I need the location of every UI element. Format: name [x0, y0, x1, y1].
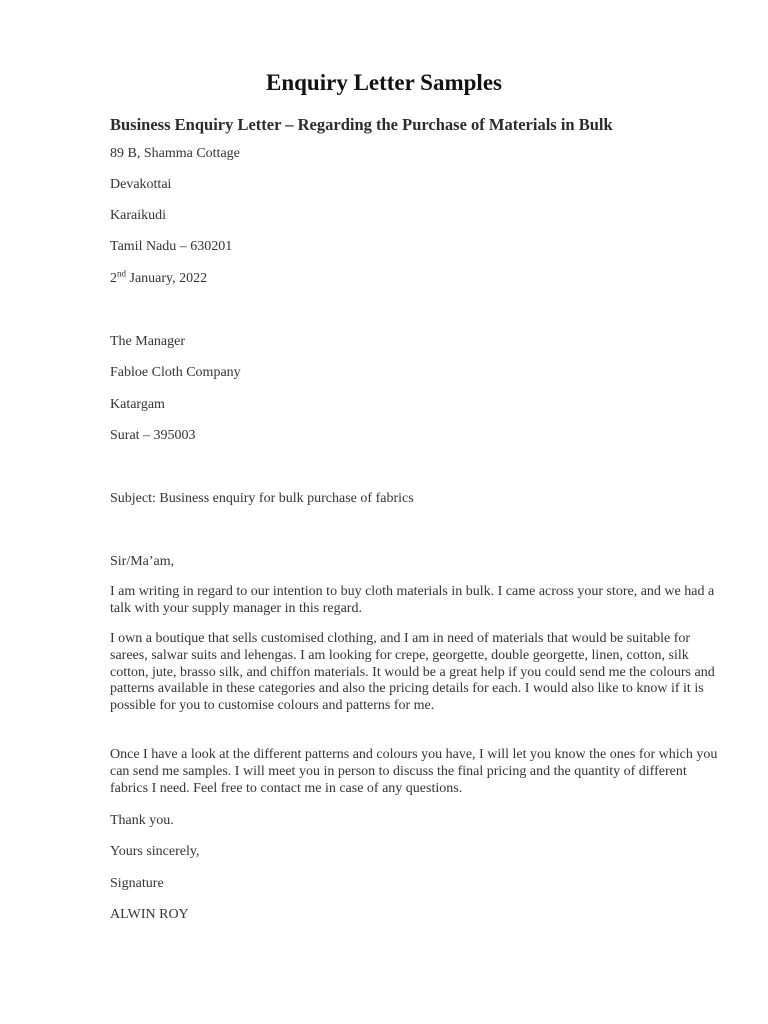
letter-subject: Subject: Business enquiry for bulk purchase of fabrics — [110, 491, 414, 506]
letter-signature: Signature — [110, 876, 164, 891]
body-paragraph-1: I am writing in regard to our intention to buy cloth materials in bulk. I came across your store, and we had a talk with your supply manager in this regard. — [110, 584, 715, 616]
sender-address-line2: Devakottai — [110, 177, 172, 192]
sender-name: ALWIN ROY — [110, 907, 189, 922]
recipient-line1: The Manager — [110, 334, 186, 349]
body-paragraph-2: I own a boutique that sells customised clothing, and I am in need of materials that would be suitable for sarees, salwar suits and lehengas. I am looking for crepe, georgette, double georgette, linen, cotton, silk cotton, jute, brasso silk, and chiffon materials. It would be a great help if you could send me the colours and patterns available in these categories and also the pricing details for each. I would also like to know if it is possible for you to customise colours and patterns for me. — [110, 631, 715, 714]
letter-date — [110, 270, 207, 287]
sender-address-line4: Tamil Nadu – 630201 — [110, 239, 233, 254]
date-day: 2 — [110, 271, 117, 286]
letter-salutation: Sir/Ma’am, — [110, 554, 175, 569]
date-suffix: nd — [117, 268, 126, 279]
document-title: Enquiry Letter Samples — [266, 70, 502, 95]
body-paragraph-3: Once I have a look at the different patterns and colours you have, I will let you know the ones for which you can send me samples. I will meet you in person to discuss the final pricing and the quantity of different fabrics I need. Feel free to contact me in case of any questions. — [110, 747, 718, 796]
letter-thanks: Thank you. — [110, 813, 174, 828]
letter-closing: Yours sincerely, — [110, 844, 200, 859]
sender-address-line3: Karaikudi — [110, 208, 166, 223]
recipient-line4: Surat – 395003 — [110, 428, 196, 443]
recipient-line3: Katargam — [110, 397, 165, 412]
document-subtitle: Business Enquiry Letter – Regarding the Purchase of Materials in Bulk — [110, 115, 613, 134]
date-rest: January, 2022 — [126, 271, 208, 286]
sender-address-line1: 89 B, Shamma Cottage — [110, 146, 240, 161]
recipient-line2: Fabloe Cloth Company — [110, 365, 241, 380]
